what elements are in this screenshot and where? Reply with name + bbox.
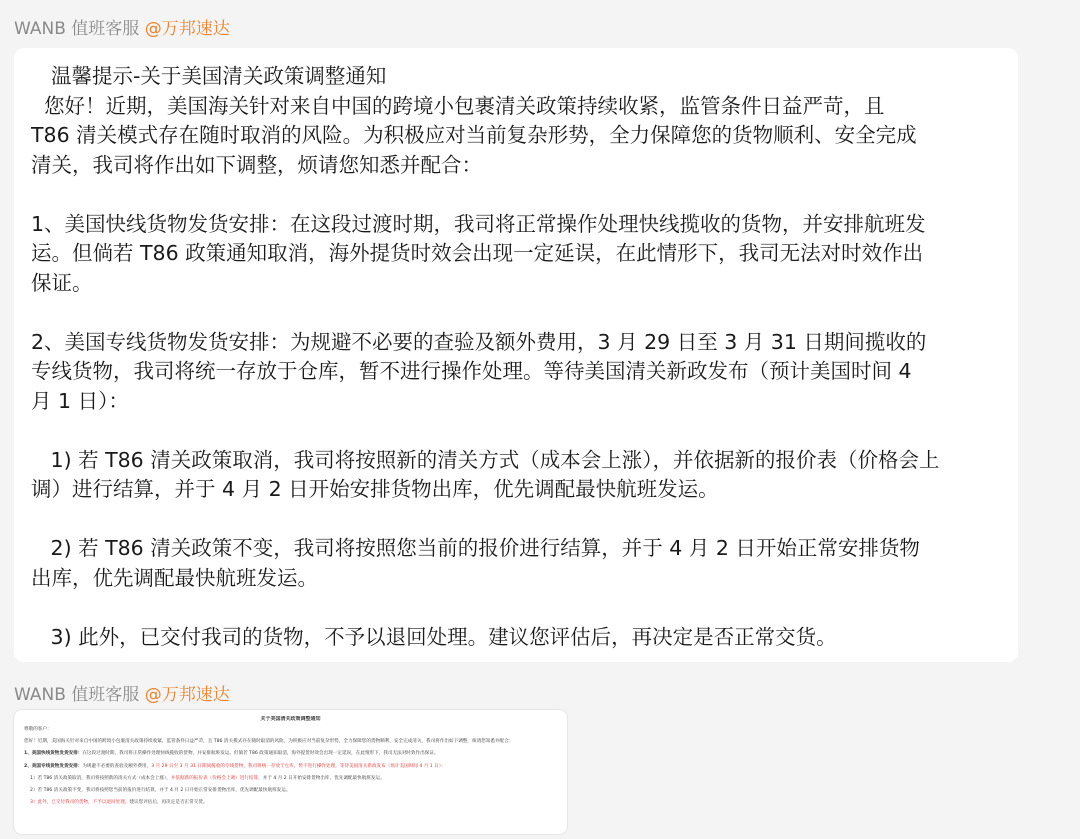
- doc-p2-highlight: 3 月 29 日至 3 月 31 日期间揽收的专线货物，我司将统一存放于仓库，暂不进行操作处理，等待美国清关新政发布（预计美国时间 4 月 1 日）：: [151, 763, 446, 769]
- doc-p1-label: 1、美国快线货物发货安排：: [24, 751, 83, 757]
- blank-line: [31, 416, 1004, 446]
- notice-line: 2、美国专线货物发货安排：为规避不必要的查验及额外费用，3 月 29 日至 3 月 31 日期间揽收的: [31, 329, 927, 354]
- message-sender: [14, 684, 230, 706]
- message-bubble-text[interactable]: [14, 48, 1018, 662]
- notice-line: 运。但倘若 T86 政策通知取消，海外提货时效会出现一定延误，在此情形下，我司无法对时效作出: [31, 241, 924, 265]
- doc-sub-2: 2）若 T86 清关政策不变，我司将按照您当前的报价进行结算，并于 4 月 2 日开始正常安排货物出库，优先调配最快航班发运。: [30, 787, 291, 793]
- sender-name: WANB 值班客服: [14, 685, 140, 705]
- doc-paragraph-2: [24, 763, 557, 770]
- notice-line: 3) 此外，已交付我司的货物，不予以退回处理。建议您评估后，再决定是否正常交货。: [31, 624, 837, 649]
- doc-intro: 您好！近期，美国海关针对来自中国的跨境小包裹清关政策持续收紧，监管条件日益严苛，且 T86 清关模式存在随时取消的风险。为积极应对当前复杂形势，全力保障您的货物顺利，安全完成清关，我司将作出如下调整，烦请您知悉并配合：: [24, 739, 514, 745]
- doc-sub-3: [24, 799, 557, 806]
- notice-line: 月 1 日）：: [31, 388, 129, 413]
- document-thumbnail: [24, 716, 557, 811]
- notice-line: 2) 若 T86 清关政策不变，我司将按照您当前的报价进行结算，并于 4 月 2 日开始正常安排货物: [31, 536, 920, 560]
- notice-line: 您好！近期，美国海关针对来自中国的跨境小包裹清关政策持续收紧，监管条件日益严苛，且: [31, 93, 885, 118]
- notice-line: 调）进行结算，并于 4 月 2 日开始安排货物出库，优先调配最快航班发运。: [31, 477, 719, 501]
- doc-paragraph-1: [24, 750, 557, 757]
- blank-line: [31, 593, 1004, 623]
- doc-p1-text: 在这段过渡时期，我司将正常操作处理快线揽收的货物，并安排航班发运。但倘若 T86 政策通知取消，海外提货时效会出现一定延误，在此情形下，我司无法对时效作出保证。: [82, 751, 439, 757]
- doc-p2-label: 2、美国专线货物发货安排：: [24, 763, 83, 769]
- notice-line: 专线货物，我司将统一存放于仓库，暂不进行操作处理。等待美国清关新政发布（预计美国时间 4: [31, 359, 912, 383]
- notice-title: 温馨提示-关于美国清关政策调整通知: [51, 64, 387, 88]
- doc-title: 关于美国清关政策调整通知: [260, 716, 321, 722]
- blank-line: [31, 180, 1004, 210]
- doc-s1-text: 1）若 T86 清关政策取消，我司将按照新的清关方式（成本会上涨），: [30, 775, 171, 781]
- image-attachment[interactable]: [14, 710, 567, 834]
- notice-line: 1) 若 T86 清关政策取消，我司将按照新的清关方式（成本会上涨），并依据新的报价表（价格会上: [31, 447, 940, 472]
- doc-greeting: 尊敬的客户：: [24, 727, 52, 732]
- message-sender: [14, 18, 230, 40]
- doc-s3-highlight: 3）此外，已交付我司的货物，不予以退回处理。: [30, 800, 130, 806]
- doc-s1-tail: 并于 4 月 2 日开始安排货物出库，优先调配最快航班发运。: [262, 775, 385, 781]
- doc-p2-text: 为规避不必要的查验及额外费用，: [82, 763, 152, 769]
- notice-line: T86 清关模式存在随时取消的风险。为积极应对当前复杂形势，全力保障您的货物顺利、安全完成: [31, 123, 917, 147]
- notice-line: 出库，优先调配最快航班发运。: [31, 565, 318, 590]
- doc-s1-highlight: 并依据新的报价表（价格会上调）进行结算，: [170, 775, 263, 781]
- notice-line: 清关，我司将作出如下调整，烦请您知悉并配合：: [31, 152, 482, 177]
- blank-line: [31, 298, 1004, 328]
- mention-link[interactable]: @万邦速达: [144, 685, 230, 705]
- notice-line: 保证。: [31, 270, 93, 295]
- doc-sub-1: [24, 775, 557, 782]
- sender-name: WANB 值班客服: [14, 19, 140, 39]
- mention-link[interactable]: @万邦速达: [144, 19, 230, 39]
- doc-s3-tail: 建议您评估后，再决定是否正常交货。: [129, 800, 208, 806]
- blank-line: [31, 505, 1004, 535]
- notice-line: 1、美国快线货物发货安排：在这段过渡时期，我司将正常操作处理快线揽收的货物，并安排航班发: [31, 211, 926, 236]
